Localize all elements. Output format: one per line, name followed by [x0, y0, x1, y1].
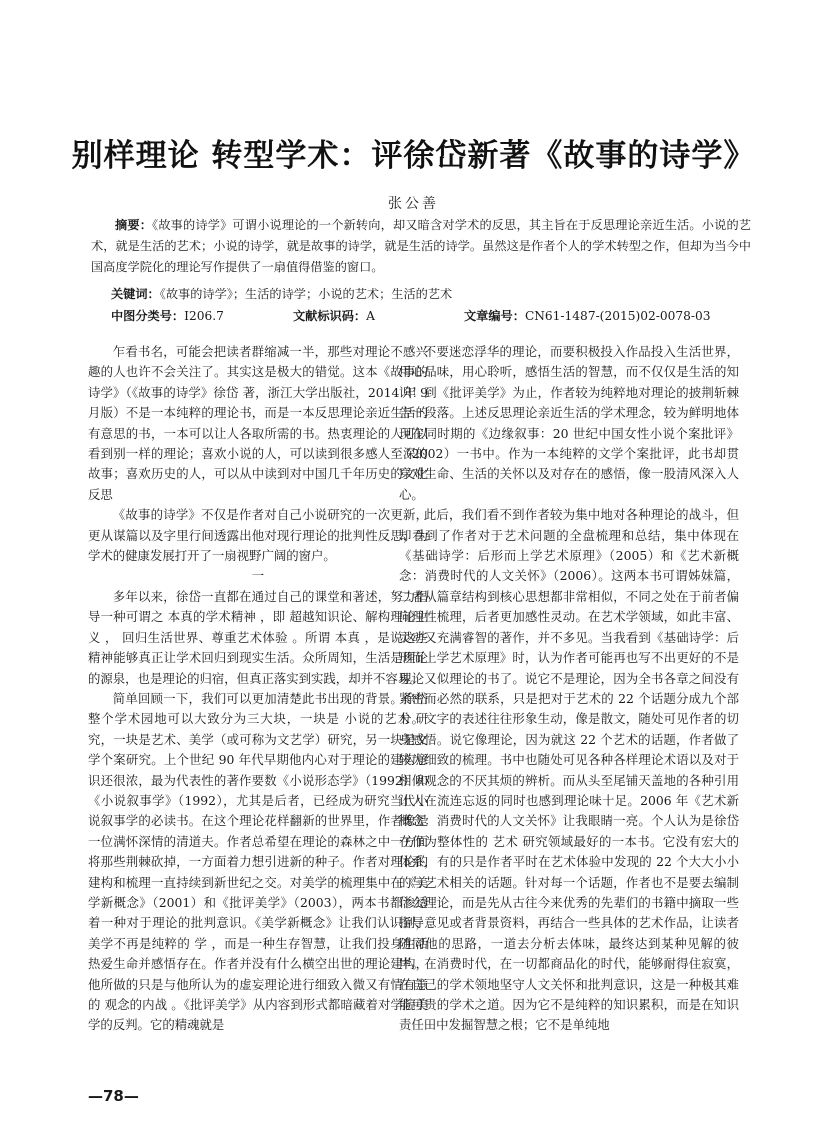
keywords [111, 284, 452, 304]
left-column [88, 342, 428, 1082]
page-number: —78— [88, 1087, 139, 1105]
paragraph: 多年以来，徐岱一直都在通过自己的课堂和著述，努力倡导一种可谓之 本真的学术精神 ，即 超越知识论、解构理论主义 ， 回归生活世界、尊重艺术体验 。所谓 本真 ，是说这些精神能够真正让学术回归到现实生活。众所周知，生活是理论的源泉，也是理论的归宿，但真正落实到实践，却并不容易。 [88, 588, 428, 686]
article-label: 文章编号： [464, 309, 525, 323]
keywords-label: 关键词： [111, 287, 160, 301]
paragraph: 不要迷恋浮华的理论，而要积极投入作品投入生活世界，用心品味，用心聆听，感悟生活的智慧，而不仅仅是生活的知识！到《批评美学》为止，作者较为纯粹地对理论的披荆斩棘告一段落。上述反思理论亲近生活的学术理念，较为鲜明地体现在同时期的《边缘叙事：20 世纪中国女性小说个案批评》（2002）一书中。作为一本纯粹的文学个案批评，此书却贯穿对生命、生活的关怀以及对存在的感悟，像一股清风深入人心。 [399, 344, 739, 502]
clc-value: I206.7 [184, 309, 224, 323]
document-code [293, 306, 375, 326]
abstract-text: 《故事的诗学》可谓小说理论的一个新转向，却又暗含对学术的反思，其主旨在于反思理论亲近生活。小说的艺术，就是生活的艺术；小说的诗学，就是故事的诗学，就是生活的诗学。虽然这是作者个人的学术转型之作，但却为当今中国高度学院化的理论写作提供了一扇值得借鉴的窗口。 [91, 218, 752, 274]
keywords-text: 《故事的诗学》；生活的诗学；小说的艺术；生活的艺术 [159, 287, 453, 301]
paragraph: 《故事的诗学》不仅是作者对自己小说研究的一次更新，更从谋篇以及字里行间透露出他对现行理论的批判性反思，为学术的健康发展打开了一扇视野广阔的窗户。 [88, 507, 428, 564]
section-number: 一 [251, 568, 265, 584]
classification-line [0, 306, 827, 326]
article-value: CN61-1487-(2015)02-0078-03 [524, 309, 711, 323]
clc-number [111, 306, 224, 326]
author-name: 张公善 [388, 196, 439, 212]
paragraph: 乍看书名，可能会把读者群缩减一半，那些对理论不感兴趣的人也许不会关注了。其实这是极大的错觉。这本《故事的诗学》（《故事的诗学》徐岱 著，浙江大学出版社，2014 年 9 月版）不是一本纯粹的理论书，而是一本反思理论亲近生活的有意思的书，一本可以让人各取所需的书。热衷理论的人可以看到别一样的理论；喜欢小说的人，可以读到很多感人至深的故事；喜欢历史的人，可以从中读到对中国几千年历史的文化反思 [88, 344, 428, 502]
article-number [464, 306, 710, 326]
doc-label: 文献标识码： [293, 309, 367, 323]
abstract-label: 摘要： [115, 218, 153, 232]
paragraph: 简单回顾一下，我们可以更加清楚此书出现的背景。徐岱整个学术园地可以大致分为三大块，一块是 小说的艺术 研究，一块是艺术、美学（或可称为文艺学）研究，另一块是文学个案研究。上个世纪 90 年代早期他内心对于理论的建构意识还很浓，最为代表性的著作要数《小说形态学》（1992）和《小说叙事学》（1992），尤其是后者，已经成为研究当代小说叙事学的必读书。在这个理论花样翻新的世界里，作者像是一位满怀深情的清道夫。作者总希望在理论的森林之中一方面将那些荆棘砍掉，一方面着力想引进新的种子。作者对理论的建构和梳理一直持续到新世纪之交。对美学的梳理集中在《美学新概念》（2001）和《批评美学》（2003），两本书都渗透着一种对于理论的批判意识。《美学新概念》让我们认识到，美学不再是纯粹的 学 ，而是一种生存智慧，让我们投身生活热爱生命并感悟存在。作者并没有什么横空出世的理论建构，他所做的只是与他所认为的虚妄理论进行细致入微又有情有意的 观念的内战 。《批评美学》从内容到形式都暗藏着对学院美学的反判。它的精魂就是 [88, 690, 428, 1033]
doc-value: A [366, 309, 375, 323]
right-column [399, 342, 739, 1082]
clc-label: 中图分类号： [111, 309, 185, 323]
paragraph: 此后，我们看不到作者较为集中地对各种理论的战斗，但却看到了作者对于艺术问题的全盘梳理和总结，集中体现在《基础诗学：后形而上学艺术原理》（2005）和《艺术新概念：消费时代的人文关怀》（2006）。这两本书可谓姊妹篇，二者从篇章结构到核心思想都非常相似，不同之处在于前者偏向理性梳理，后者更加感性灵动。在艺术学领域，如此丰富、灵动又充满睿智的著作，并不多见。当我看到《基础诗学：后形而上学艺术原理》时，认为作者可能再也写不出更好的不是理论又似理论的书了。说它不是理论，因为全书各章之间没有紧密而必然的联系，只是把对于艺术的 22 个话题分成九个部分。文字的表述往往形象生动，像是散文，随处可见作者的切身感悟。说它像理论，因为就这 22 个艺术的话题，作者做了较为细致的梳理。书中也随处可见各种各样理论术语以及对于相似观念的不厌其烦的辨析。而从头至尾铺天盖地的各种引用让人在流连忘返的同时也感到理论味十足。2006 年《艺术新概念：消费时代的人文关怀》让我眼睛一亮。个人认为是徐岱在作为整体性的 艺术 研究领域最好的一本书。它没有宏大的体系，有的只是作者平时在艺术体验中发现的 22 个大大小小的与艺术相关的话题。针对每一个话题，作者也不是要去编制什么理论，而是先从古往今来优秀的先辈们的书籍中摘取一些指导意见或者背景资料，再结合一些具体的艺术作品，让读者随同他的思路，一道去分析去体味，最终达到某种见解的彼岸。在消费时代，在一切都商品化的时代，能够耐得住寂寞，在自己的学术领地坚守人文关怀和批判意识，这是一种极其难能可贵的学术之道。因为它不是纯粹的知识累积，而是在知识责任田中发掘智慧之根；它不是单纯地 [399, 507, 739, 1033]
article-title: 别样理论 转型学术：评徐岱新著《故事的诗学》 [71, 138, 756, 174]
abstract [91, 215, 751, 278]
